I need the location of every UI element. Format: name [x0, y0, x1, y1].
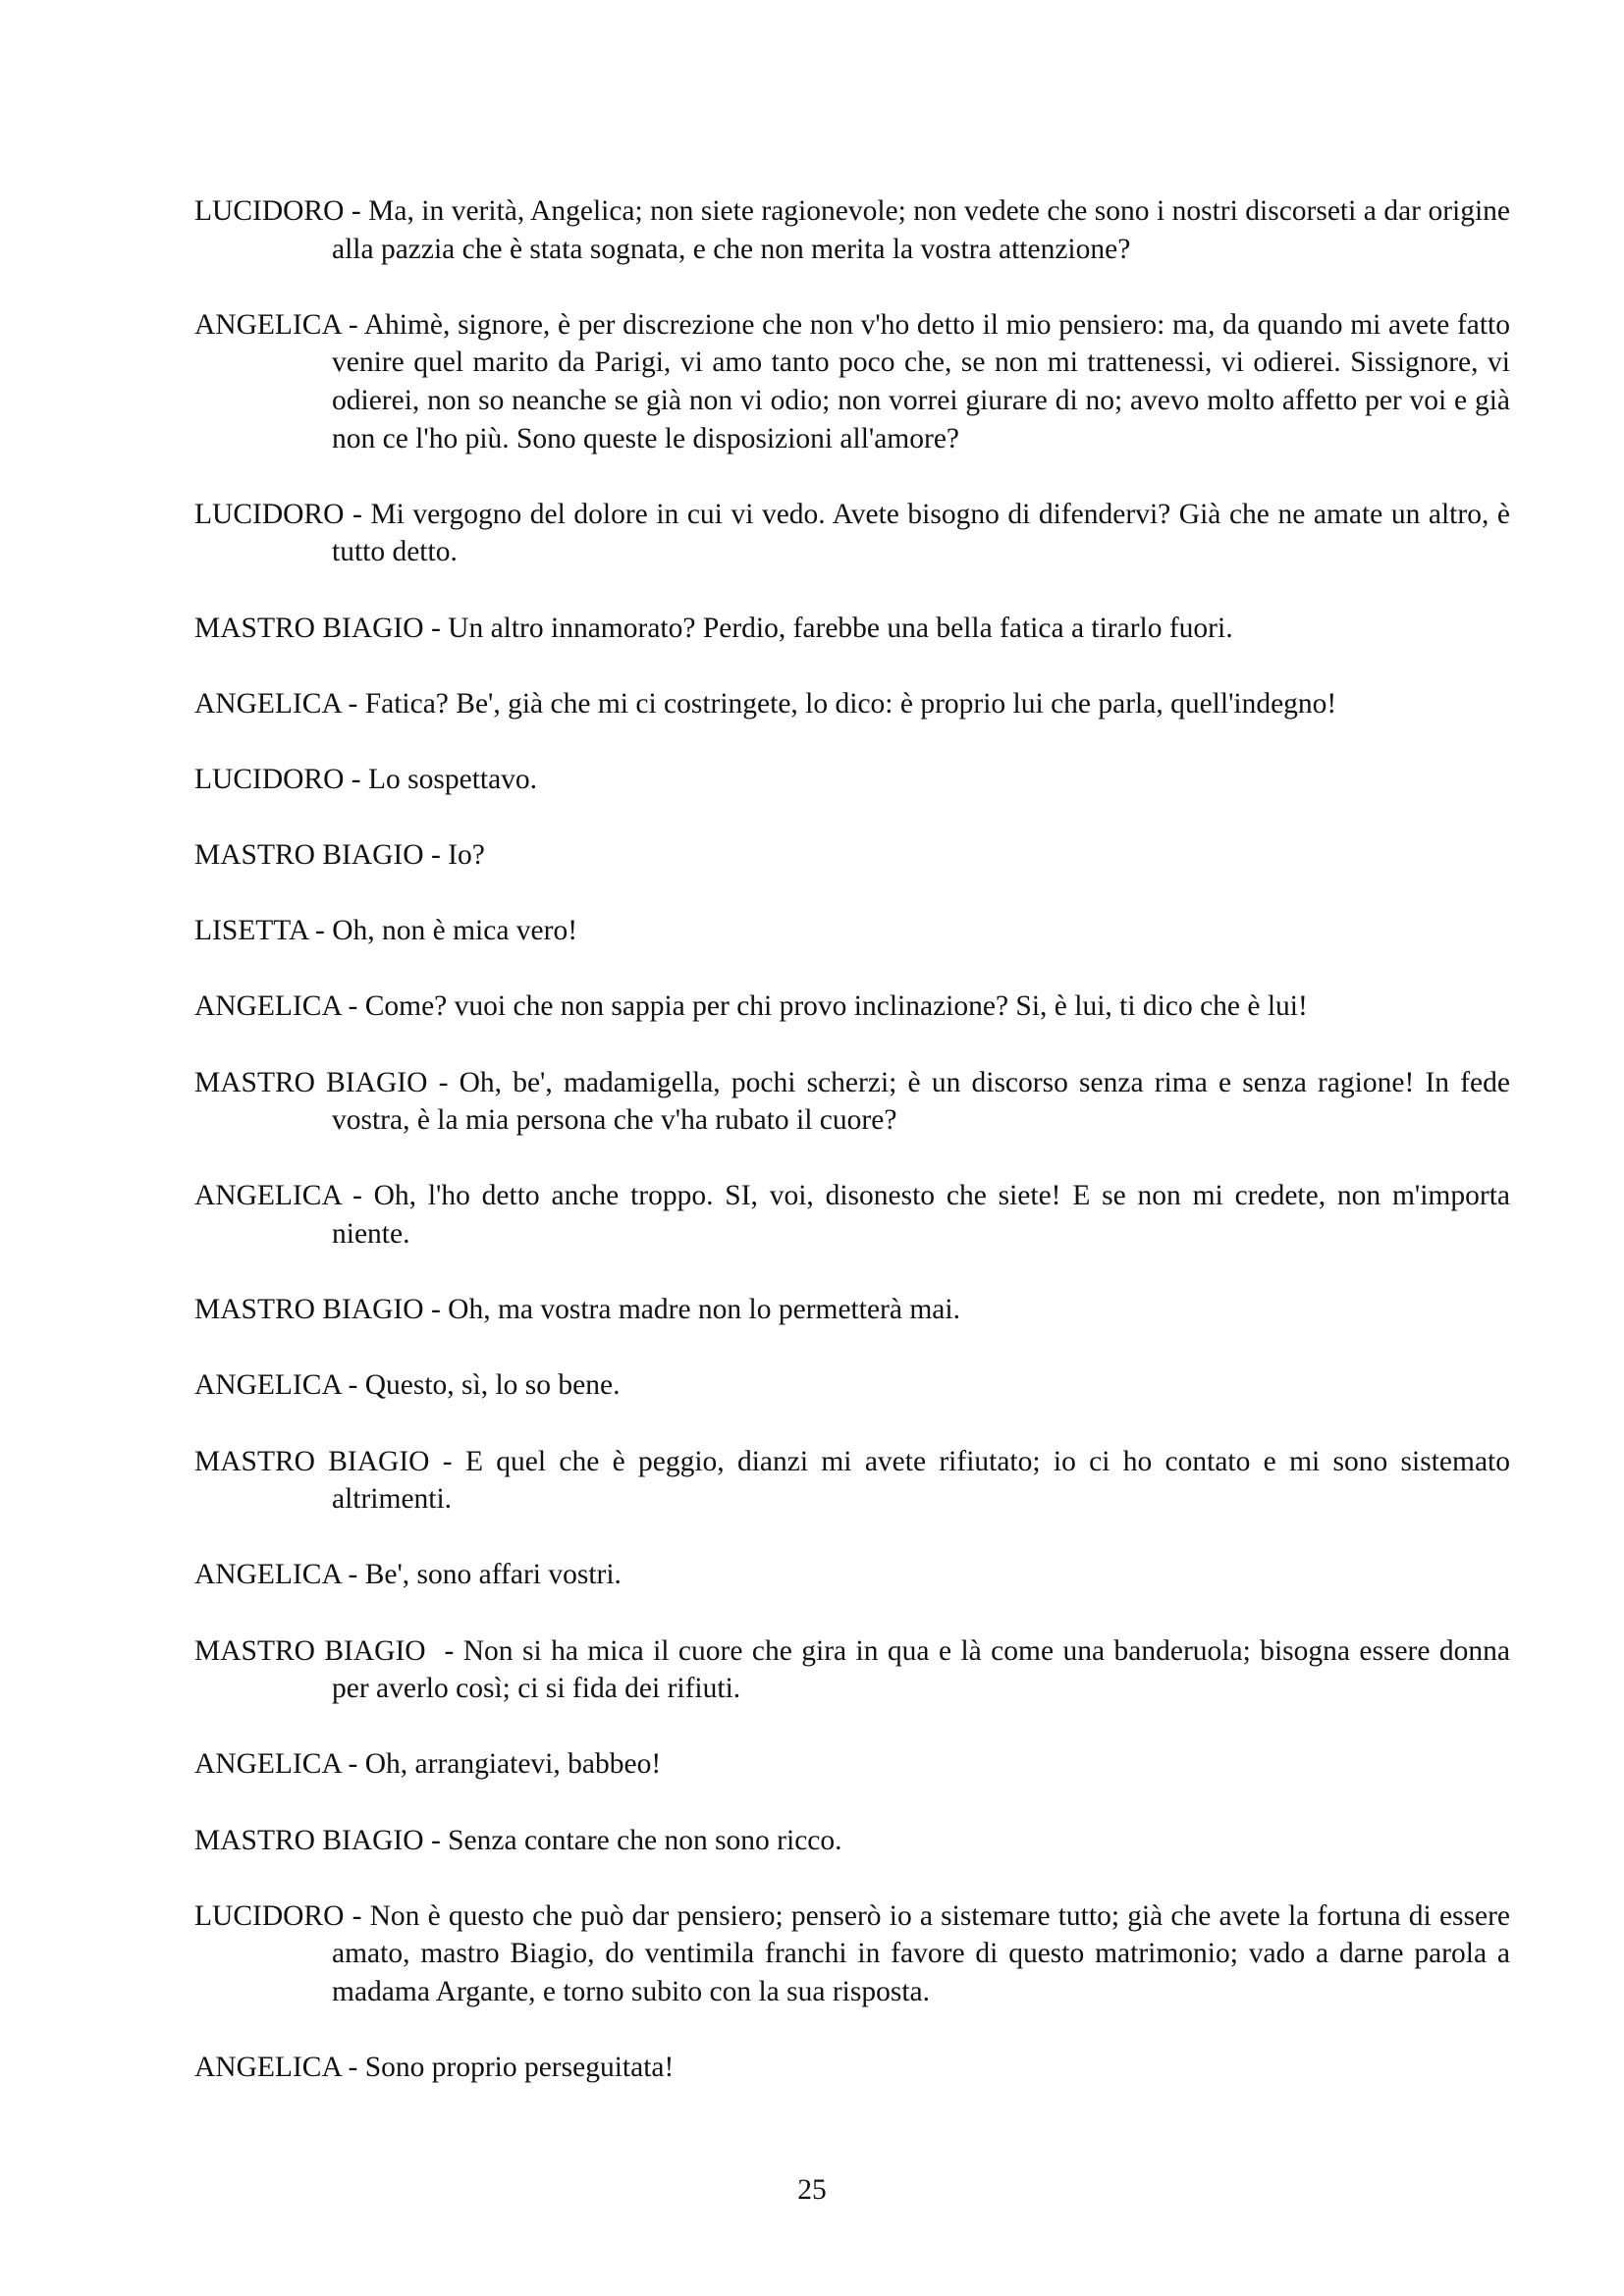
speaker-separator: -	[423, 839, 449, 872]
dialogue-text: Lo sospettavo.	[368, 763, 538, 795]
speaker-separator: -	[344, 763, 368, 795]
dialogue-line-10	[194, 1064, 1510, 1140]
dialogue-line-3	[194, 496, 1510, 571]
dialogue-line-14	[194, 1443, 1510, 1519]
dialogue-line-18	[194, 1822, 1510, 1860]
speaker-name: LUCIDORO	[194, 763, 345, 795]
speaker-name: LUCIDORO	[194, 498, 345, 530]
speaker-name: MASTRO BIAGIO	[194, 1824, 424, 1856]
dialogue-line-20	[194, 2049, 1510, 2087]
speaker-separator: -	[344, 498, 371, 530]
dialogue-text: Oh, arrangiatevi, babbeo!	[364, 1748, 662, 1781]
dialogue-text: Oh, l'ho detto anche troppo. SI, voi, disonesto che siete! E se non mi credete, non m'importa niente.	[332, 1180, 1510, 1251]
speaker-separator: -	[341, 990, 365, 1023]
dialogue-text: Senza contare che non sono ricco.	[448, 1824, 842, 1856]
speaker-name: ANGELICA	[194, 1369, 342, 1402]
speaker-name: LISETTA	[194, 915, 308, 947]
speaker-separator: -	[341, 1369, 365, 1402]
speaker-separator: -	[341, 687, 365, 720]
speaker-separator: -	[341, 308, 364, 341]
speaker-name: LUCIDORO	[194, 1899, 345, 1932]
script-page	[194, 192, 1510, 2124]
dialogue-text: Oh, be', madamigella, pochi scherzi; è un discorso senza rima e senza ragione! In fede vostra, è la mia persona che v'ha rubato il cuore?	[332, 1066, 1510, 1137]
speaker-separator: -	[341, 1748, 365, 1781]
dialogue-text: Sono proprio perseguitata!	[364, 2052, 675, 2084]
dialogue-text: E quel che è peggio, dianzi mi avete rifiutato; io ci ho contato e mi sono sistemato altrimenti.	[332, 1445, 1510, 1516]
dialogue-text: Ahimè, signore, è per discrezione che non v'ho detto il mio pensiero: ma, da quando mi avete fatto venire quel marito da Parigi, vi amo tanto poco che, se non mi trattenessi, vi odierei. Sissignore, vi odierei, non so neanche se già non vi odio; non vorrei giurare di no; avevo molto affetto per voi e già non ce l'ho più. Sono queste le disposizioni all'amore?	[332, 308, 1510, 454]
speaker-separator: -	[341, 1559, 365, 1591]
dialogue-line-16	[194, 1632, 1510, 1708]
dialogue-text: Be', sono affari vostri.	[364, 1559, 622, 1591]
speaker-name: ANGELICA	[194, 2052, 342, 2084]
dialogue-line-8	[194, 912, 1510, 950]
dialogue-line-12	[194, 1291, 1510, 1329]
dialogue-text: Oh, non è mica vero!	[332, 915, 578, 947]
dialogue-line-7	[194, 836, 1510, 875]
page-number: 25	[797, 2174, 827, 2206]
speaker-name: ANGELICA	[194, 1559, 342, 1591]
speaker-name: MASTRO BIAGIO	[194, 1445, 430, 1477]
speaker-name: MASTRO BIAGIO	[194, 1294, 424, 1326]
speaker-separator: -	[341, 2052, 365, 2084]
speaker-separator: -	[307, 915, 333, 947]
dialogue-text: Non si ha mica il cuore che gira in qua e là come una banderuola; bisogna essere donna per averlo così; ci si fida dei rifiuti.	[332, 1634, 1510, 1705]
dialogue-line-2	[194, 306, 1510, 457]
dialogue-line-6	[194, 761, 1510, 799]
dialogue-line-9	[194, 988, 1510, 1026]
dialogue-text: Io?	[448, 839, 485, 872]
dialogue-line-5	[194, 685, 1510, 723]
speaker-name: MASTRO BIAGIO	[194, 1634, 426, 1667]
speaker-name: ANGELICA	[194, 687, 342, 720]
speaker-separator: -	[427, 1066, 460, 1098]
dialogue-text: Mi vergogno del dolore in cui vi vedo. Avete bisogno di difendervi? Già che ne amate un altro, è tutto detto.	[332, 498, 1510, 568]
dialogue-line-19	[194, 1897, 1510, 2011]
dialogue-text: Un altro innamorato? Perdio, farebbe una bella fatica a tirarlo fuori.	[448, 612, 1233, 644]
speaker-name: ANGELICA	[194, 1748, 342, 1781]
speaker-name: MASTRO BIAGIO	[194, 839, 424, 872]
dialogue-line-4	[194, 610, 1510, 648]
dialogue-line-13	[194, 1366, 1510, 1405]
speaker-name: MASTRO BIAGIO	[194, 612, 424, 644]
dialogue-line-17	[194, 1745, 1510, 1784]
speaker-separator: -	[344, 195, 369, 227]
dialogue-line-11	[194, 1177, 1510, 1253]
speaker-name: MASTRO BIAGIO	[194, 1066, 428, 1098]
speaker-separator: -	[429, 1445, 465, 1477]
dialogue-text: Non è questo che può dar pensiero; penserò io a sistemare tutto; già che avete la fortuna di essere amato, mastro Biagio, do ventimila franchi in favore di questo matrimonio; vado a darne parola a madama Argante, e torno subito con la sua risposta.	[332, 1899, 1511, 2007]
speaker-separator: -	[341, 1180, 374, 1212]
speaker-name: LUCIDORO	[194, 195, 345, 227]
speaker-name: ANGELICA	[194, 1180, 342, 1212]
speaker-name: ANGELICA	[194, 990, 342, 1023]
speaker-separator: -	[425, 1634, 463, 1667]
dialogue-text: Questo, sì, lo so bene.	[364, 1369, 621, 1402]
dialogue-text: Oh, ma vostra madre non lo permetterà mai.	[448, 1294, 960, 1326]
speaker-name: ANGELICA	[194, 308, 342, 341]
speaker-separator: -	[423, 612, 449, 644]
speaker-separator: -	[423, 1824, 449, 1856]
speaker-separator: -	[423, 1294, 449, 1326]
dialogue-line-1	[194, 192, 1510, 268]
speaker-separator: -	[344, 1899, 370, 1932]
dialogue-line-15	[194, 1556, 1510, 1594]
dialogue-text: Fatica? Be', già che mi ci costringete, lo dico: è proprio lui che parla, quell'indegno!	[364, 687, 1337, 720]
dialogue-text: Come? vuoi che non sappia per chi provo inclinazione? Si, è lui, ti dico che è lui!	[364, 990, 1308, 1023]
dialogue-text: Ma, in verità, Angelica; non siete ragionevole; non vedete che sono i nostri discorseti a dar origine alla pazzia che è stata sognata, e che non merita la vostra attenzione?	[332, 195, 1510, 265]
